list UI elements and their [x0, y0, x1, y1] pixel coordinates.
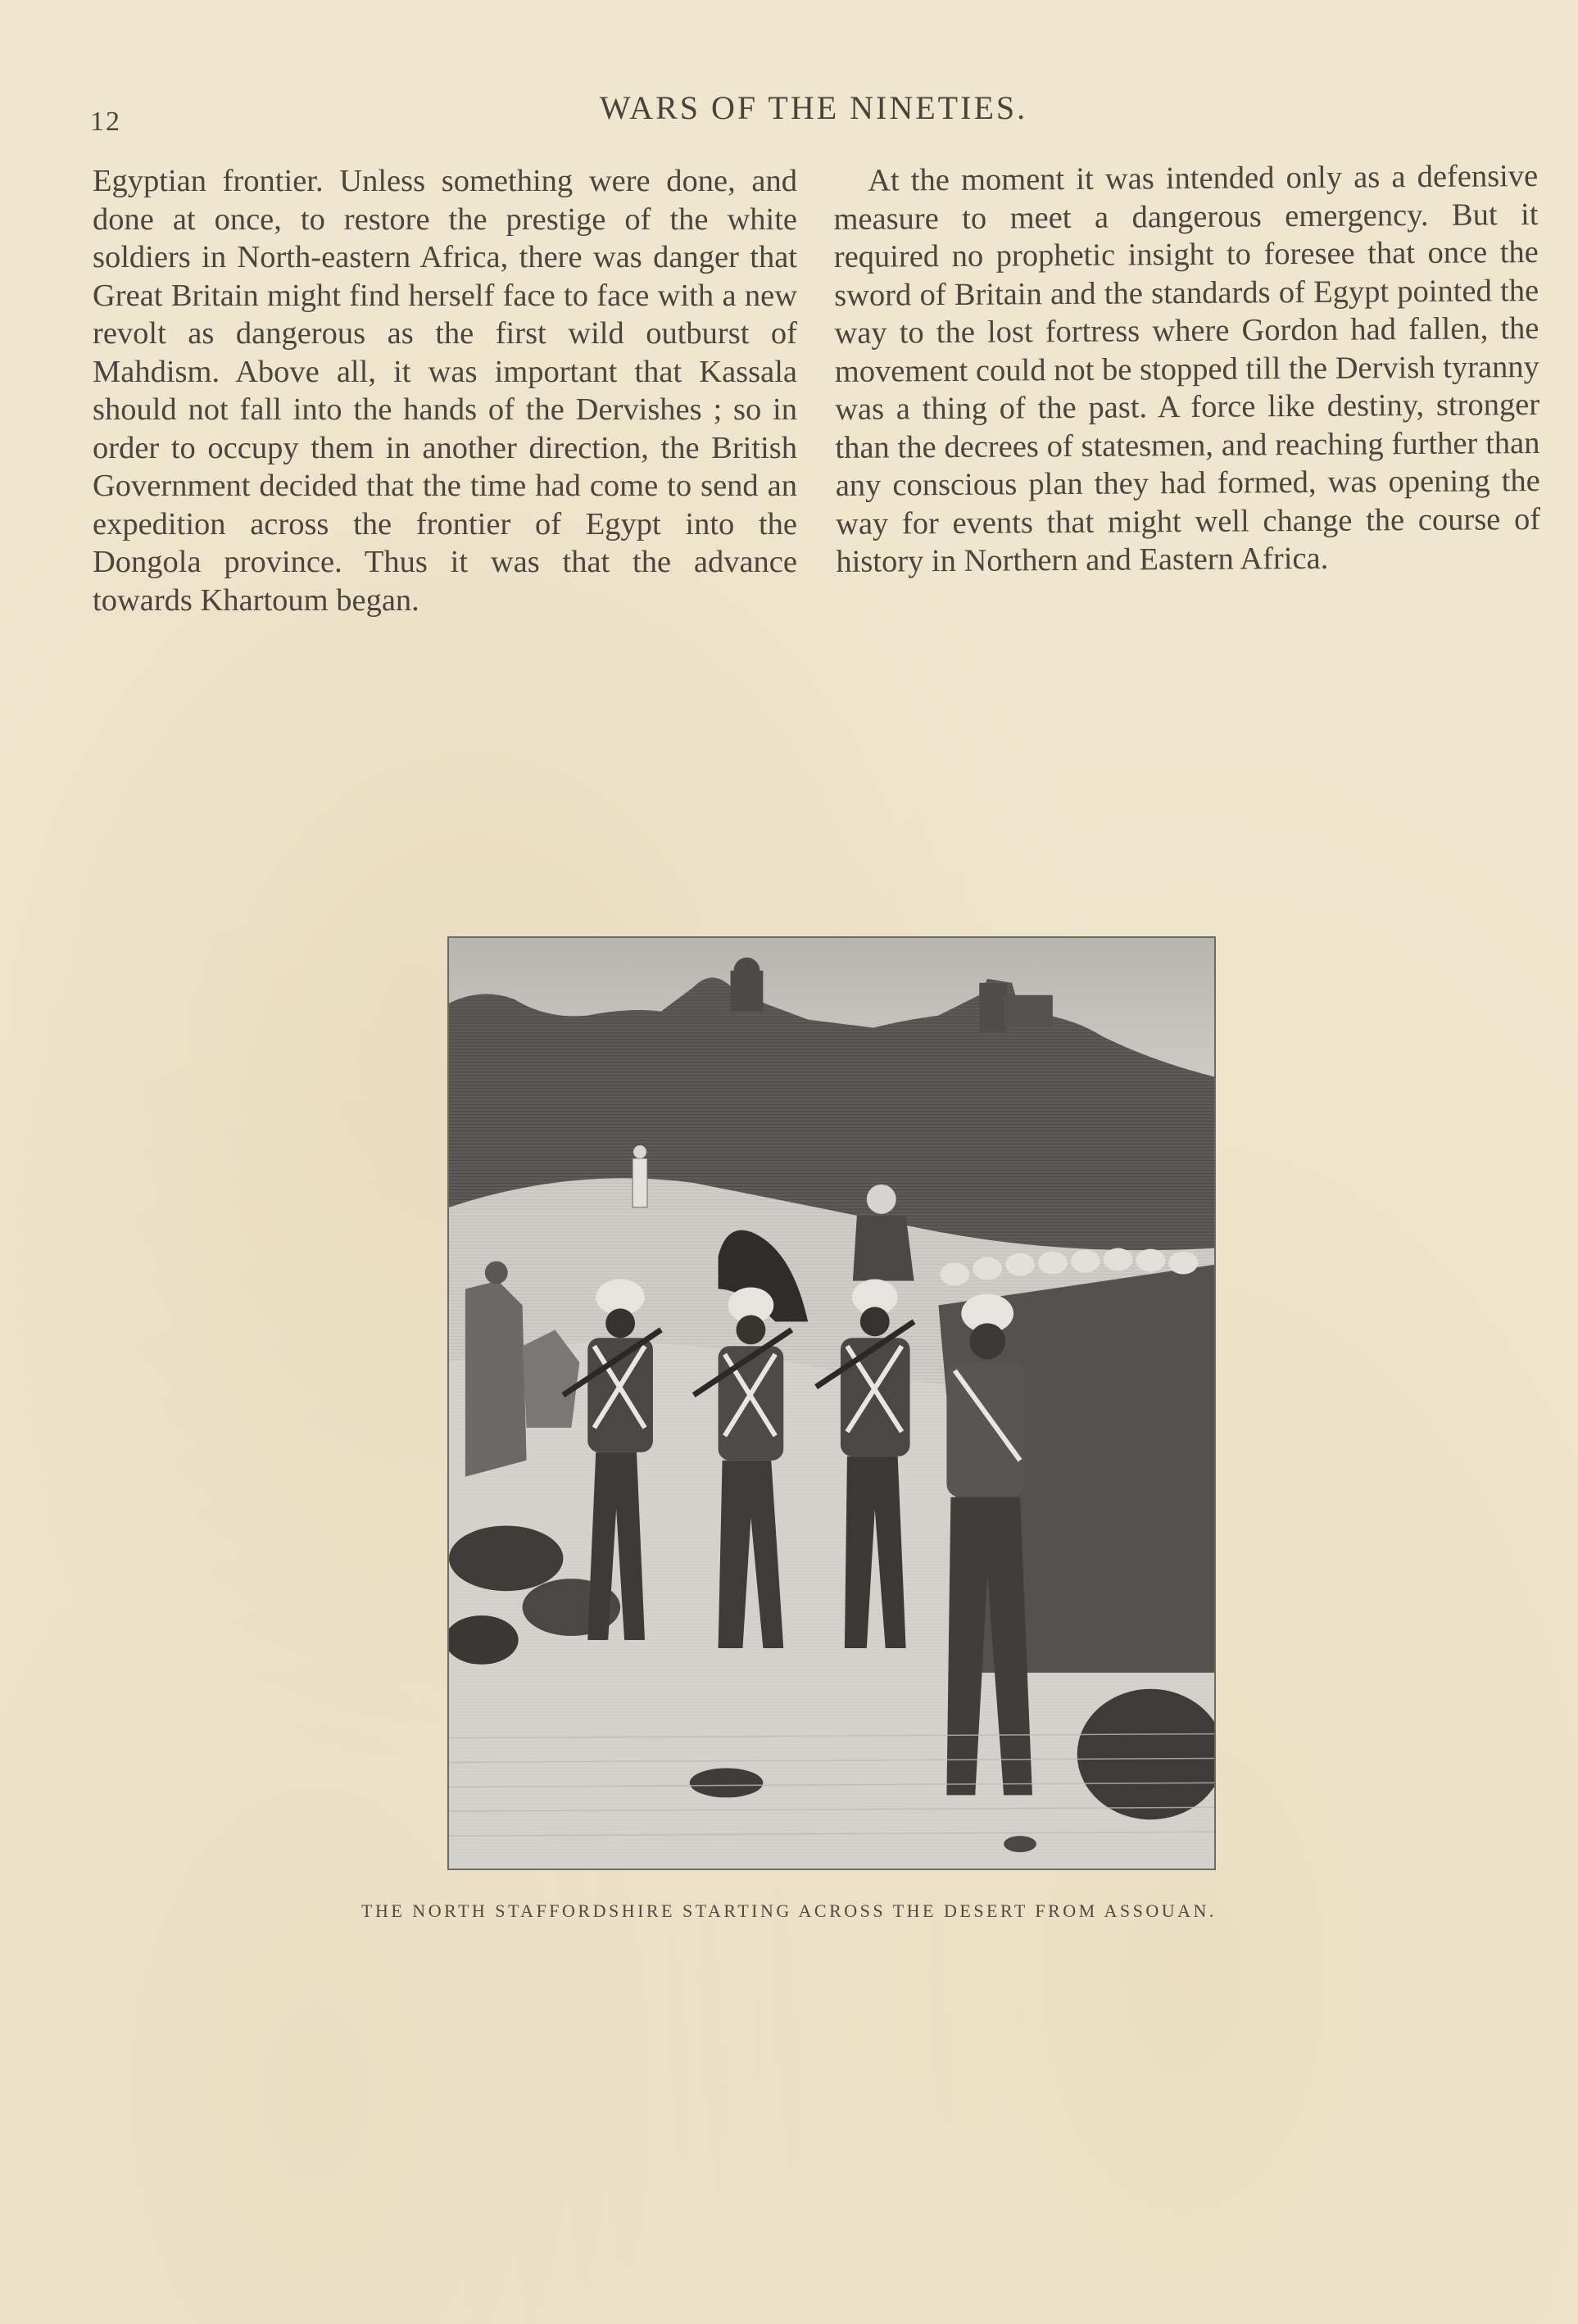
illustration-soldiers-marching — [447, 936, 1216, 1870]
engraving-image — [449, 938, 1214, 1869]
page-number: 12 — [90, 106, 121, 137]
left-column — [93, 162, 797, 619]
left-column-paragraph: Egyptian frontier. Unless something were done, and done at once, to restore the prestige of the white soldiers in North-eastern Africa, there was danger that Great Britain might find herself face to face with a new revolt as dangerous as the first wild outburst of Mahdism. Above all, it was important that Kassala should not fall into the hands of the Dervishes ; so in order to occupy them in another direction, the British Government decided that the time had come to send an expedition across the frontier of Egypt into the Dongola province. Thus it was that the advance towards Khartoum began. — [93, 164, 797, 618]
page-header — [0, 88, 1578, 138]
running-head: WARS OF THE NINETIES. — [599, 89, 1028, 126]
figure-caption: THE NORTH STAFFORDSHIRE STARTING ACROSS THE DESERT FROM ASSOUAN. — [361, 1900, 1217, 1921]
right-column — [833, 157, 1541, 581]
right-column-paragraph: At the moment it was intended only as a defensive measure to meet a dangerous emergency. But it required no prophetic insight to foresee that once the sword of Britain and the standards of Egypt pointed the way to the lost fortress where Gordon had fallen, the movement could not be stopped till the Dervish tyranny was a thing of the past. A force like destiny, stronger than the decrees of statesmen, and reaching further than any conscious plan they had formed, was opening the way for events that might well change the course of history in Northern and Eastern Africa. — [833, 158, 1541, 579]
